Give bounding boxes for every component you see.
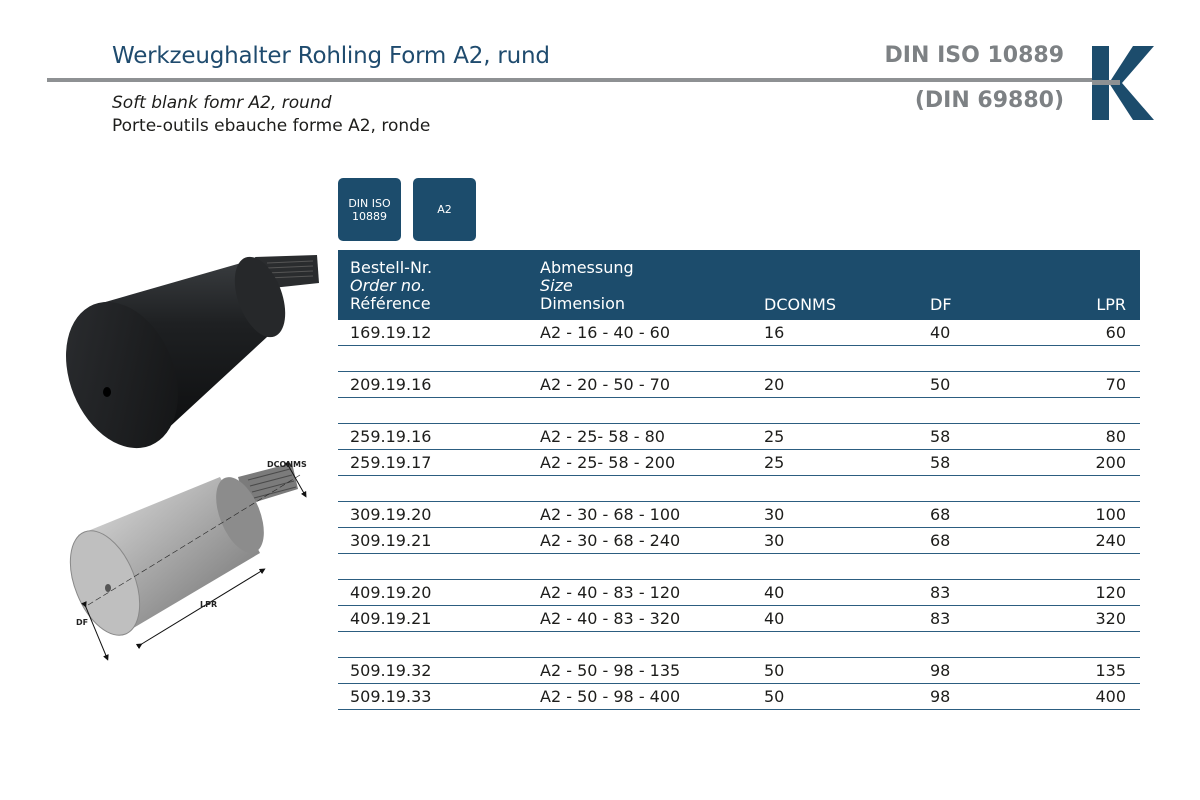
dconms-cell: 40 xyxy=(764,583,785,602)
column-order-fr: Référence xyxy=(350,294,431,313)
df-cell: 83 xyxy=(930,583,951,602)
df-cell: 98 xyxy=(930,661,951,680)
df-cell: 98 xyxy=(930,687,951,706)
standard-alt-label: (DIN 69880) xyxy=(914,88,1064,113)
order-no-cell: 309.19.21 xyxy=(350,531,432,550)
size-cell: A2 - 30 - 68 - 100 xyxy=(540,505,681,524)
column-size-en-text: Size xyxy=(540,276,573,295)
order-no-cell: 169.19.12 xyxy=(350,323,432,342)
order-no-cell: 259.19.16 xyxy=(350,427,432,446)
order-no-cell: 409.19.20 xyxy=(350,583,432,602)
technical-drawing xyxy=(60,455,340,670)
drawing-center-hole xyxy=(105,584,111,592)
size-cell: A2 - 30 - 68 - 240 xyxy=(540,531,681,550)
dconms-label: DCONMS xyxy=(267,460,307,469)
dconms-cell: 50 xyxy=(764,661,785,680)
logo-bar xyxy=(1092,80,1120,85)
table-header xyxy=(338,250,1140,320)
df-label: DF xyxy=(76,618,89,627)
photo-center-hole xyxy=(103,387,111,397)
lpr-cell: 100 xyxy=(1095,505,1126,524)
table-row xyxy=(338,684,1140,710)
column-dconms: DCONMS xyxy=(764,295,837,314)
df-cell: 68 xyxy=(930,505,951,524)
order-no-cell: 509.19.33 xyxy=(350,687,432,706)
k-logo xyxy=(1092,46,1154,120)
table-row xyxy=(338,450,1140,476)
table-body xyxy=(338,320,1140,710)
column-order-en-text: Order no. xyxy=(350,276,426,295)
dconms-cell: 20 xyxy=(764,375,785,394)
size-cell: A2 - 16 - 40 - 60 xyxy=(540,323,671,342)
subtitle-french: Porte-outils ebauche forme A2, ronde xyxy=(112,116,431,136)
column-order-en xyxy=(350,277,432,295)
table-row xyxy=(338,476,1140,502)
product-photo xyxy=(55,245,335,455)
table-row xyxy=(338,658,1140,684)
df-cell: 68 xyxy=(930,531,951,550)
df-cell: 50 xyxy=(930,375,951,394)
lpr-cell: 240 xyxy=(1095,531,1126,550)
lpr-cell: 200 xyxy=(1095,453,1126,472)
lpr-cell: 320 xyxy=(1095,609,1126,628)
table-row xyxy=(338,320,1140,346)
standard-label: DIN ISO 10889 xyxy=(884,43,1064,68)
standard-tag-label: DIN ISO 10889 xyxy=(348,196,391,223)
lpr-cell: 70 xyxy=(1105,375,1126,394)
table-row xyxy=(338,398,1140,424)
table-row xyxy=(338,554,1140,580)
size-cell: A2 - 50 - 98 - 135 xyxy=(540,661,681,680)
size-cell: A2 - 25- 58 - 200 xyxy=(540,453,676,472)
order-no-cell: 409.19.21 xyxy=(350,609,432,628)
dconms-cell: 25 xyxy=(764,427,785,446)
size-cell: A2 - 25- 58 - 80 xyxy=(540,427,665,446)
lpr-label: LPR xyxy=(200,600,218,609)
df-cell: 58 xyxy=(930,427,951,446)
lpr-cell: 60 xyxy=(1105,323,1126,342)
table-row xyxy=(338,580,1140,606)
lpr-cell: 400 xyxy=(1095,687,1126,706)
dconms-cell: 50 xyxy=(764,687,785,706)
column-df: DF xyxy=(930,295,952,314)
table-row xyxy=(338,606,1140,632)
table-row xyxy=(338,346,1140,372)
table-row xyxy=(338,502,1140,528)
header-rule xyxy=(47,78,1092,82)
order-no-cell: 309.19.20 xyxy=(350,505,432,524)
df-cell: 40 xyxy=(930,323,951,342)
dconms-cell: 16 xyxy=(764,323,785,342)
order-no-cell: 509.19.32 xyxy=(350,661,432,680)
page-title: Werkzeughalter Rohling Form A2, rund xyxy=(112,43,550,69)
df-cell: 83 xyxy=(930,609,951,628)
dconms-cell: 25 xyxy=(764,453,785,472)
dconms-cell: 30 xyxy=(764,505,785,524)
column-lpr: LPR xyxy=(1096,295,1126,314)
form-tag xyxy=(413,178,476,241)
df-cell: 58 xyxy=(930,453,951,472)
column-size-de: Abmessung xyxy=(540,258,634,277)
size-cell: A2 - 20 - 50 - 70 xyxy=(540,375,671,394)
column-size xyxy=(540,259,634,313)
table-row xyxy=(338,528,1140,554)
column-order-no xyxy=(350,259,432,313)
subtitle-english: Soft blank fomr A2, round xyxy=(112,93,332,113)
table-row xyxy=(338,424,1140,450)
order-no-cell: 259.19.17 xyxy=(350,453,432,472)
lpr-cell: 120 xyxy=(1095,583,1126,602)
column-size-en xyxy=(540,277,634,295)
logo-upper-arm xyxy=(1109,46,1154,83)
dconms-cell: 40 xyxy=(764,609,785,628)
table-row xyxy=(338,632,1140,658)
lpr-cell: 80 xyxy=(1105,427,1126,446)
order-no-cell: 209.19.16 xyxy=(350,375,432,394)
size-cell: A2 - 40 - 83 - 320 xyxy=(540,609,681,628)
logo-lower-arm xyxy=(1109,83,1154,120)
lpr-cell: 135 xyxy=(1095,661,1126,680)
column-order-de: Bestell-Nr. xyxy=(350,258,433,277)
size-cell: A2 - 50 - 98 - 400 xyxy=(540,687,681,706)
standard-tag xyxy=(338,178,401,241)
column-size-fr: Dimension xyxy=(540,294,626,313)
form-tag-label: A2 xyxy=(437,203,452,216)
dconms-cell: 30 xyxy=(764,531,785,550)
size-cell: A2 - 40 - 83 - 120 xyxy=(540,583,681,602)
table-row xyxy=(338,372,1140,398)
